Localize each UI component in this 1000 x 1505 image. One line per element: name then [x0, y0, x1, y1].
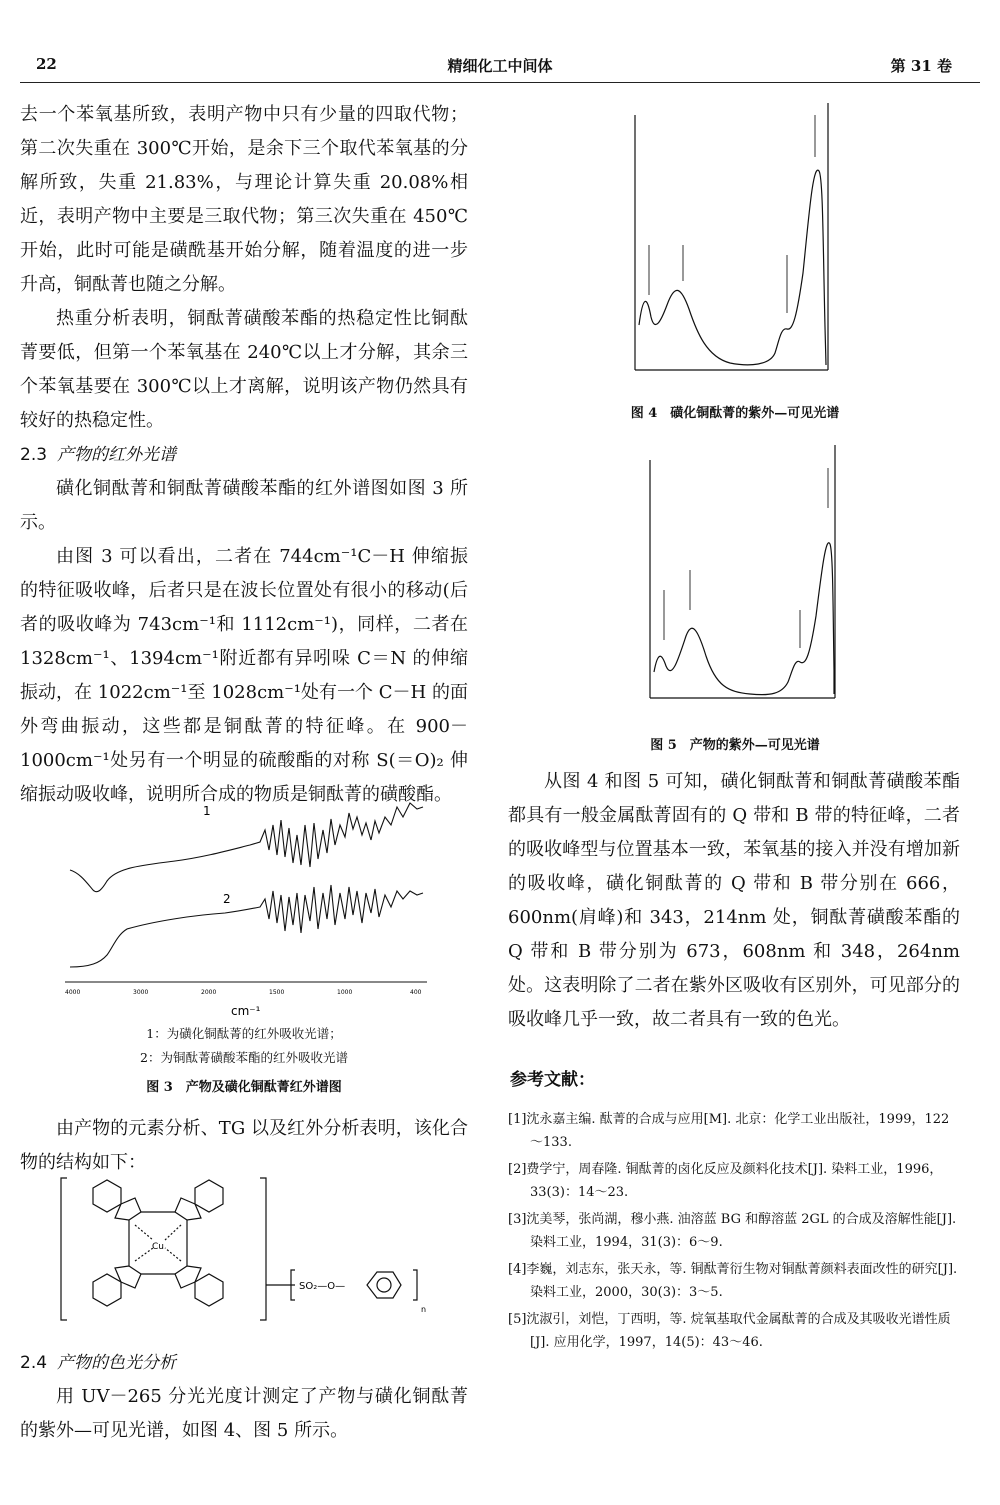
reference-item: [4]李巍，刘志东，张天永，等. 铜酞菁衍生物对铜酞菁颜料表面改性的研究[J]. 染料工业，2000，30(3)：3～5.	[508, 1262, 958, 1300]
section-number: 2.4	[20, 1353, 48, 1373]
header-rule	[20, 82, 980, 83]
references-heading: 参考文献：	[510, 1070, 595, 1090]
references-list	[508, 1108, 960, 1358]
left-column-top	[20, 98, 468, 812]
volume-label: 第 31 卷	[890, 57, 952, 75]
x-tick-1000: 1000	[337, 989, 353, 996]
repeat-index: n	[421, 1305, 427, 1314]
paragraph-ir-intro: 磺化铜酞菁和铜酞菁磺酸苯酯的红外谱图如图 3 所示。	[20, 478, 468, 533]
left-column-bottom	[20, 1346, 468, 1448]
reference-item: [2]费学宁，周春隆. 铜酞菁的卤化反应及颜料化技术[J]. 染料工业，1996，33(3)：14～23.	[508, 1162, 943, 1200]
figure-4-uv-vis-spectrum	[615, 95, 855, 395]
figure-3-caption: 图 3 产物及磺化铜酞菁红外谱图	[146, 1080, 342, 1095]
legend-line-2: 2：为铜酞菁磺酸苯酯的红外吸收光谱	[140, 1050, 348, 1065]
uv-curve-fig4	[639, 170, 826, 365]
page-number: 22	[36, 55, 57, 73]
legend-line-1: 1：为磺化铜酞菁的红外吸收光谱；	[146, 1026, 342, 1041]
substituent-label: SO₂—O—	[299, 1281, 346, 1292]
trace-2-label: 2	[223, 892, 231, 906]
paragraph-tga-continued: 去一个苯氧基所致，表明产物中只有少量的四取代物；第二次失重在 300℃开始，是余下三个取代苯氧基的分解所致，失重 21.83%，与理论计算失重 20.08%相近，表明产物中主要是三取代物；第三次失重在 450℃开始，此时可能是磺酰基开始分解，随着温度的进一步升高，铜酞菁也随之分解。	[20, 104, 468, 295]
right-column	[508, 765, 960, 1037]
journal-title: 精细化工中间体	[447, 57, 553, 75]
figure-4-caption: 图 4 磺化铜酞菁的紫外—可见光谱	[630, 406, 840, 421]
figure-3-ir-spectra	[55, 795, 445, 1025]
paragraph-uv-analysis: 从图 4 和图 5 可知，磺化铜酞菁和铜酞菁磺酸苯酯都具有一般金属酞菁固有的 Q 带和 B 带的特征峰，二者的吸收峰型与位置基本一致，苯氧基的接入并没有增加新的吸收峰，磺化铜酞菁的 Q 带和 B 带分别在 666，600nm(肩峰)和 343，214nm 处，铜酞菁磺酸苯酯的 Q 带和 B 带分别为 673，608nm 和 348，264nm 处。这表明除了二者在紫外区吸收有区别外，可见部分的吸收峰几乎一致，故二者具有一致的色光。	[508, 771, 960, 1030]
figure-5-uv-vis-spectrum	[630, 440, 860, 730]
trace-1-label: 1	[203, 804, 211, 818]
figure-5-caption: 图 5 产物的紫外—可见光谱	[650, 738, 820, 753]
structure-diagram	[55, 1170, 440, 1335]
paragraph-thermal-summary: 热重分析表明，铜酞菁磺酸苯酯的热稳定性比铜酞菁要低，但第一个苯氧基在 240℃以上才分解，其余三个苯氧基要在 300℃以上才离解，说明该产物仍然具有较好的热稳定性。	[20, 308, 468, 431]
metal-center: Cu	[152, 1242, 164, 1252]
x-axis-unit: cm⁻¹	[231, 1004, 261, 1018]
uv-curve-fig5	[654, 543, 834, 695]
reference-item: [1]沈永嘉主编. 酞菁的合成与应用[M]. 北京：化学工业出版社，1999，122～133.	[508, 1112, 950, 1150]
paragraph-structure-intro: 由产物的元素分析、TG 以及红外分析表明，该化合物的结构如下：	[20, 1118, 468, 1173]
section-number: 2.3	[20, 445, 48, 465]
section-title: 产物的色光分析	[57, 1353, 177, 1373]
x-tick-1500: 1500	[269, 989, 285, 996]
x-tick-400: 400	[410, 989, 422, 996]
section-title: 产物的红外光谱	[57, 445, 177, 465]
x-tick-3000: 3000	[133, 989, 149, 996]
ir-trace-2	[70, 885, 423, 967]
x-tick-4000: 4000	[65, 989, 81, 996]
ir-trace-1	[70, 803, 423, 892]
section-2-4-heading	[20, 1346, 468, 1380]
figure-3-legend	[20, 1022, 468, 1070]
paragraph-ir-analysis: 由图 3 可以看出，二者在 744cm⁻¹C－H 伸缩振的特征吸收峰，后者只是在波长位置处有很小的移动(后者的吸收峰为 743cm⁻¹和 1112cm⁻¹)，同样，二者在 1328cm⁻¹、1394cm⁻¹附近都有异吲哚 C＝N 的伸缩振动，在 1022cm⁻¹至 1028cm⁻¹处有一个 C－H 的面外弯曲振动，这些都是铜酞菁的特征峰。在 900－1000cm⁻¹处另有一个明显的硫酸酯的对称 S(＝O)₂ 伸缩振动吸收峰，说明所合成的物质是铜酞菁的磺酸酯。	[20, 546, 468, 805]
reference-item: [5]沈淑引，刘恺，丁西明，等. 烷氧基取代金属酞菁的合成及其吸收光谱性质[J]. 应用化学，1997，14(5)：43～46.	[508, 1312, 951, 1350]
section-2-3-heading	[20, 438, 468, 472]
x-tick-2000: 2000	[201, 989, 217, 996]
paragraph-uv-method: 用 UV－265 分光光度计测定了产物与磺化铜酞菁的紫外—可见光谱，如图 4、图 5 所示。	[20, 1386, 468, 1441]
reference-item: [3]沈美琴，张尚湖，穆小燕. 油溶蓝 BG 和醇溶蓝 2GL 的合成及溶解性能[J]. 染料工业，1994，31(3)：6～9.	[508, 1212, 957, 1250]
